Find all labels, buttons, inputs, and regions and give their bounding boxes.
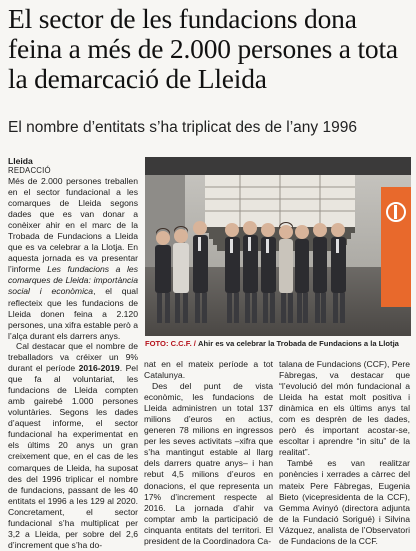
article-paragraph-2: Cal destacar que el nombre de treballadors va créixer un 9% durant el període 2016-2019. Pel que fa al voluntariat, les fundacions de Lleida compten amb gairebé 1.000 persones voluntàries. Segons les dades d’aquest informe, el sector fundacional ha experimentat en els últims 20 anys un gran creixement que, en el cas de les comarques de Lleida, ha suposat des del 1996 triplicar el nombre de fundacions, passant de les 40 entitats el 1996 a les 129 al 2020. Concretament, el sector fundacional s’ha multiplicat per 3,2 a Lleida, per sobre del 2,6 d’increment que s’ha do- <box>8 341 138 550</box>
article-paragraph-4: També es van realitzar ponències i xerrades a càrrec del mateix Pere Fàbregas, Eugenia Bieto (vicepresidenta de la CCF), Gemma Avinyó (directora adjunta de la Fundació Sorigué) i Silvina Vázquez, analista de l’Observatori de Fundacions de la CCF. <box>279 458 410 546</box>
event-photo <box>145 157 411 336</box>
byline <box>8 156 138 176</box>
byline-place: Lleida <box>8 156 33 166</box>
photo-caption-text: Ahir es va celebrar la Trobada de Fundacions a la Llotja <box>198 339 399 348</box>
article-paragraph-3: Des del punt de vista econòmic, les fundacions de Lleida administren un total 137 milions d’euros en actius, generen 78 milions en ingressos per les seves activitats –xifra que s’ha mantingut estable al llarg dels darrers quatre anys– i han rebut 4,5 milions d’euros en donacions, el que representa un 17% d’increment respecte al 2016. La jornada d’ahir va comptar amb la participació de cinquanta entitats del territori. El president de la Coordinadora Ca- <box>144 381 273 546</box>
article-column-2 <box>144 359 273 547</box>
byline-agency: REDACCIÓ <box>8 166 51 175</box>
photo-credit: FOTO: C.C.F. / <box>145 339 196 348</box>
article-column-1-top <box>8 176 138 342</box>
article-column-1-bottom <box>8 341 138 551</box>
article-paragraph-2-cont: nat en el mateix període a tot Catalunya. <box>144 359 273 381</box>
subheadline: El nombre d’entitats s’ha triplicat des de l’any 1996 <box>8 119 357 136</box>
report-title: Les fundacions a les comarques de Lleida: importància social i econòmica <box>8 264 138 297</box>
event-photo-illustration <box>145 157 411 336</box>
article-paragraph-3-cont: talana de Fundacions (CCF), Pere Fàbregas, va destacar que “l’evolució del món fundacional a Lleida ha estat molt positiva i dinàmica en els últims anys tal com es desprèn de les dades, però és important acostar-se, escoltar i aprendre “in situ” de la realitat”. <box>279 359 410 458</box>
article-paragraph-1: Més de 2.000 persones treballen en el sector fundacional a les comarques de Lleida segons dades que es van donar a conèixer ahir en el marc de la Trobada de Fundacions a Lleida que es va celebrar a la Llotja. En aquesta jornada es va presentar l’informe Les fundacions a les comarques de Lleida: importància social i econòmica, el qual reflecteix que les fundacions de Lleida donen feina a 2.120 persones, una xifra estable però a l’alça durant els darrers anys. <box>8 176 138 341</box>
article-column-3 <box>279 359 410 547</box>
photo-caption <box>145 339 411 349</box>
headline: El sector de les fundacions dona feina a més de 2.000 persones a tota la demarcació de Lleida <box>8 3 398 94</box>
